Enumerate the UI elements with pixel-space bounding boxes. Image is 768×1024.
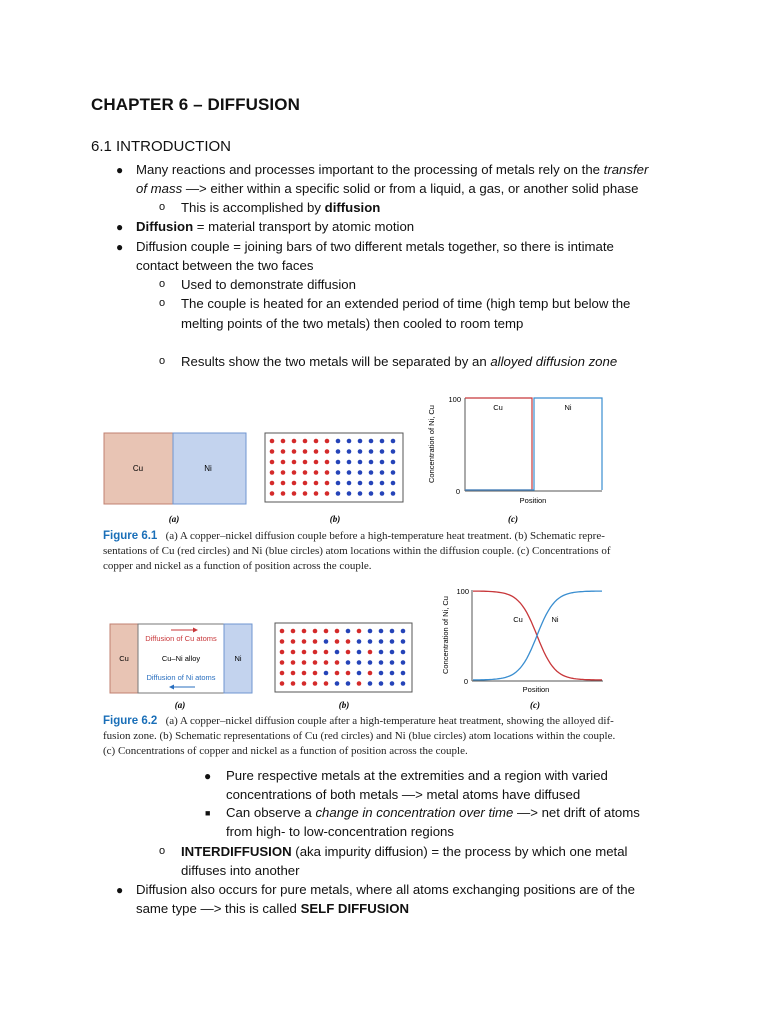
ni-atom: [379, 629, 384, 634]
bullet-3-line-2: contact between the two faces: [136, 258, 314, 273]
cu-atom: [291, 639, 296, 644]
cu-atom: [325, 470, 330, 475]
cu-atom: [314, 491, 319, 496]
fig1-xlabel: Position: [519, 496, 547, 505]
ni-atom: [346, 660, 351, 665]
cu-atom: [280, 639, 285, 644]
cu-atom: [270, 460, 275, 465]
ni-atom: [368, 629, 373, 634]
fig1-sub-c: (c): [508, 514, 518, 524]
ni-atom: [369, 460, 374, 465]
cu-atom: [302, 650, 307, 655]
cu-atom: [368, 671, 373, 676]
ni-atom: [358, 470, 363, 475]
ni-atom: [390, 671, 395, 676]
square-bullet-line-1: Can observe a change in concentration over time —> net drift of atoms: [226, 805, 640, 820]
cu-atom: [270, 470, 275, 475]
cu-atom: [324, 660, 329, 665]
cu-atom: [292, 460, 297, 465]
cu-atom: [302, 681, 307, 686]
bullet-circle-icon: o: [159, 278, 166, 290]
cu-atom: [357, 681, 362, 686]
bullet-1-line-2: of mass —> either within a specific solid or from a liquid, a gas, or another solid phase: [136, 181, 639, 196]
cu-atom: [325, 481, 330, 486]
fig1-caption-line-2: sentations of Cu (red circles) and Ni (blue circles) atom locations within the diffusion couple. (c) Concentrations of: [103, 545, 611, 557]
cu-atom: [314, 449, 319, 454]
ni-atom: [401, 639, 406, 644]
fig2-y-bottom: 0: [463, 677, 468, 686]
ni-atom: [380, 470, 385, 475]
fig2-ni-label: Ni: [234, 654, 242, 663]
cu-atom: [291, 660, 296, 665]
ni-atom: [335, 650, 340, 655]
ni-atom: [336, 491, 341, 496]
cu-atom: [281, 449, 286, 454]
cu-atom: [280, 660, 285, 665]
ni-atom: [379, 671, 384, 676]
cu-atom: [325, 491, 330, 496]
ni-atom: [369, 439, 374, 444]
ni-atom: [390, 650, 395, 655]
fig1-plot-cu-label: Cu: [493, 403, 503, 412]
ni-atom: [380, 439, 385, 444]
cu-atom: [325, 439, 330, 444]
cu-atom: [292, 491, 297, 496]
cu-atom: [302, 660, 307, 665]
ni-atom: [357, 650, 362, 655]
sub-bullet-heated-line-2: melting points of the two metals) then cooled to room temp: [181, 316, 524, 331]
ni-atom: [379, 660, 384, 665]
cu-atom: [302, 639, 307, 644]
ni-atom: [369, 449, 374, 454]
ni-atom: [336, 449, 341, 454]
ni-atom: [336, 460, 341, 465]
cu-atom: [270, 481, 275, 486]
sub-bullet-heated-line-1: The couple is heated for an extended period of time (high temp but below the: [181, 296, 631, 311]
cu-diffusion-label: Diffusion of Cu atoms: [145, 634, 217, 643]
cu-atom: [291, 671, 296, 676]
fig2-ylabel: Concentration of Ni, Cu: [441, 596, 450, 674]
bullet-2-line: Diffusion = material transport by atomic motion: [136, 219, 415, 234]
cu-atom: [292, 470, 297, 475]
cu-atom: [270, 449, 275, 454]
cu-atom: [313, 681, 318, 686]
ni-atom: [391, 470, 396, 475]
cu-atom: [292, 481, 297, 486]
ni-atom: [380, 460, 385, 465]
ni-atom: [369, 470, 374, 475]
ni-atom: [391, 460, 396, 465]
fig2-xlabel: Position: [522, 685, 550, 694]
cu-atom: [281, 491, 286, 496]
ni-atom: [368, 660, 373, 665]
cu-atom: [313, 629, 318, 634]
square-bullet-line-2: from high- to low-concentration regions: [226, 824, 454, 839]
ni-atom: [358, 491, 363, 496]
cu-atom: [335, 660, 340, 665]
ni-atom: [336, 481, 341, 486]
ni-label: Ni: [204, 464, 212, 473]
cu-atom: [303, 460, 308, 465]
chapter-title: CHAPTER 6 – DIFFUSION: [91, 95, 300, 114]
ni-atom: [346, 681, 351, 686]
ni-atom: [347, 460, 352, 465]
cu-atom: [324, 681, 329, 686]
ni-atom: [391, 439, 396, 444]
cu-atom: [291, 650, 296, 655]
cu-atom: [314, 439, 319, 444]
cu-atom: [357, 629, 362, 634]
ni-atom: [401, 660, 406, 665]
bullet-circle-icon: o: [159, 201, 166, 213]
bullet-4-line-2: concentrations of both metals —> metal atoms have diffused: [226, 787, 581, 802]
cu-atom: [270, 491, 275, 496]
fig1-sub-a: (a): [168, 514, 180, 524]
cu-atom: [335, 639, 340, 644]
cu-atom: [292, 449, 297, 454]
ni-atom: [358, 439, 363, 444]
bullet-square-icon: ■: [205, 808, 211, 818]
ni-atom: [379, 681, 384, 686]
ni-atom: [324, 639, 329, 644]
cu-atom: [368, 650, 373, 655]
ni-atom: [391, 491, 396, 496]
cu-atom: [325, 449, 330, 454]
cu-atom: [281, 460, 286, 465]
ni-atom: [390, 639, 395, 644]
ni-diffusion-label: Diffusion of Ni atoms: [146, 673, 216, 682]
sub-bullet-accomplished: This is accomplished by diffusion: [181, 200, 381, 215]
bullet-disc-icon: ●: [116, 883, 124, 897]
fig1-caption-line-3: copper and nickel as a function of position across the couple.: [103, 560, 372, 572]
cu-atom: [313, 650, 318, 655]
ni-atom: [347, 449, 352, 454]
cu-atom: [314, 470, 319, 475]
cu-atom: [314, 460, 319, 465]
ni-atom: [401, 681, 406, 686]
fig2-y-top: 100: [456, 587, 469, 596]
ni-atom: [357, 639, 362, 644]
ni-atom: [401, 671, 406, 676]
fig2-caption-line-1: Figure 6.2 (a) A copper–nickel diffusion couple after a high-temperature heat treatment, showing the alloyed dif-: [103, 715, 614, 727]
bullet-5-line-1: Diffusion also occurs for pure metals, where all atoms exchanging positions are of the: [136, 882, 635, 897]
ni-atom: [401, 650, 406, 655]
ni-atom: [368, 681, 373, 686]
fig2-ni-concentration-curve: [473, 591, 602, 680]
cu-atom: [335, 629, 340, 634]
ni-atom: [390, 629, 395, 634]
cu-atom: [325, 460, 330, 465]
ni-atom: [391, 449, 396, 454]
bullet-circle-icon: o: [159, 845, 166, 857]
ni-atom: [380, 491, 385, 496]
fig1-y-top: 100: [448, 395, 461, 404]
ni-atom: [358, 460, 363, 465]
figure-6-1: [95, 388, 675, 583]
ni-atom: [346, 629, 351, 634]
ni-atom: [357, 671, 362, 676]
cu-atom: [281, 481, 286, 486]
ni-atom: [336, 470, 341, 475]
bullet-5-line-2: same type —> this is called SELF DIFFUSION: [136, 901, 409, 916]
bullet-circle-icon: o: [159, 355, 166, 367]
sub-bullet-demonstrate: Used to demonstrate diffusion: [181, 277, 356, 292]
ni-atom: [379, 650, 384, 655]
ni-atom: [368, 639, 373, 644]
ni-atom: [379, 639, 384, 644]
cu-atom: [292, 439, 297, 444]
bullet-1-line-1: Many reactions and processes important to the processing of metals rely on the transfer: [136, 162, 649, 177]
ni-atom: [391, 481, 396, 486]
cu-atom: [324, 629, 329, 634]
ni-atom: [347, 491, 352, 496]
cu-atom: [291, 681, 296, 686]
figure-6-2: [95, 583, 675, 763]
ni-atom: [401, 629, 406, 634]
fig2-plot-ni-label: Ni: [551, 615, 559, 624]
bullet-disc-icon: ●: [116, 240, 124, 254]
cu-atom: [346, 639, 351, 644]
fig1-plot-ni-label: Ni: [564, 403, 572, 412]
ni-atom: [358, 481, 363, 486]
fig2-caption-line-2: fusion zone. (b) Schematic representations of Cu (red circles) and Ni (blue circles) atom locations within the couple.: [103, 730, 616, 742]
ni-atom: [357, 660, 362, 665]
cu-atom: [303, 439, 308, 444]
ni-atom: [347, 470, 352, 475]
cu-atom: [270, 439, 275, 444]
cu-atom: [281, 470, 286, 475]
fig1-y-bottom: 0: [455, 487, 460, 496]
ni-atom: [358, 449, 363, 454]
sub-bullet-interdiffusion-line-2: diffuses into another: [181, 863, 300, 878]
cu-atom: [313, 671, 318, 676]
cu-atom: [291, 629, 296, 634]
cu-atom: [346, 671, 351, 676]
sub-bullet-results: Results show the two metals will be separated by an alloyed diffusion zone: [181, 354, 618, 369]
fig2-sub-b: (b): [338, 700, 350, 710]
cu-atom: [281, 439, 286, 444]
cu-atom: [280, 681, 285, 686]
ni-atom: [390, 681, 395, 686]
ni-atom: [347, 481, 352, 486]
fig1-ni-concentration-line: [465, 398, 602, 490]
cu-atom: [324, 650, 329, 655]
bullet-4-line-1: Pure respective metals at the extremities and a region with varied: [226, 768, 608, 783]
ni-atom: [369, 491, 374, 496]
fig2-plot-cu-label: Cu: [513, 615, 523, 624]
bullet-circle-icon: o: [159, 297, 166, 309]
fig2-sub-c: (c): [530, 700, 540, 710]
fig1-sub-b: (b): [329, 514, 341, 524]
ni-atom: [380, 449, 385, 454]
ni-atom: [390, 660, 395, 665]
alloy-label: Cu–Ni alloy: [161, 654, 201, 663]
ni-atom: [324, 671, 329, 676]
bullet-disc-icon: ●: [204, 769, 212, 783]
cu-atom: [280, 650, 285, 655]
bullet-disc-icon: ●: [116, 163, 124, 177]
ni-atom: [335, 681, 340, 686]
cu-atom: [302, 629, 307, 634]
ni-atom: [336, 439, 341, 444]
fig1-ylabel: Concentration of Ni, Cu: [427, 405, 436, 483]
fig2-caption-line-3: (c) Concentrations of copper and nickel as a function of position across the couple.: [103, 745, 468, 757]
figure-6-2-graphic: [95, 583, 675, 713]
cu-atom: [280, 671, 285, 676]
cu-atom: [346, 650, 351, 655]
cu-atom: [303, 491, 308, 496]
figure-6-1-graphic: [95, 388, 675, 528]
cu-atom: [303, 449, 308, 454]
ni-atom: [347, 439, 352, 444]
cu-atom: [303, 481, 308, 486]
fig2-sub-a: (a): [174, 700, 186, 710]
cu-atom: [335, 671, 340, 676]
section-heading: 6.1 INTRODUCTION: [91, 138, 232, 155]
cu-atom: [280, 629, 285, 634]
cu-atom: [313, 660, 318, 665]
bullet-disc-icon: ●: [116, 220, 124, 234]
fig1-caption-line-1: Figure 6.1 (a) A copper–nickel diffusion couple before a high-temperature heat treatment. (b) Schematic repre-: [103, 530, 605, 542]
fig2-cu-label: Cu: [119, 654, 129, 663]
ni-atom: [380, 481, 385, 486]
cu-atom: [302, 671, 307, 676]
cu-atom: [314, 481, 319, 486]
ni-atom: [369, 481, 374, 486]
cu-atom: [313, 639, 318, 644]
cu-label: Cu: [132, 464, 144, 473]
bullet-3-line-1: Diffusion couple = joining bars of two different metals together, so there is intimate: [136, 239, 614, 254]
sub-bullet-interdiffusion-line-1: INTERDIFFUSION (aka impurity diffusion) = the process by which one metal: [181, 844, 628, 859]
cu-atom: [303, 470, 308, 475]
